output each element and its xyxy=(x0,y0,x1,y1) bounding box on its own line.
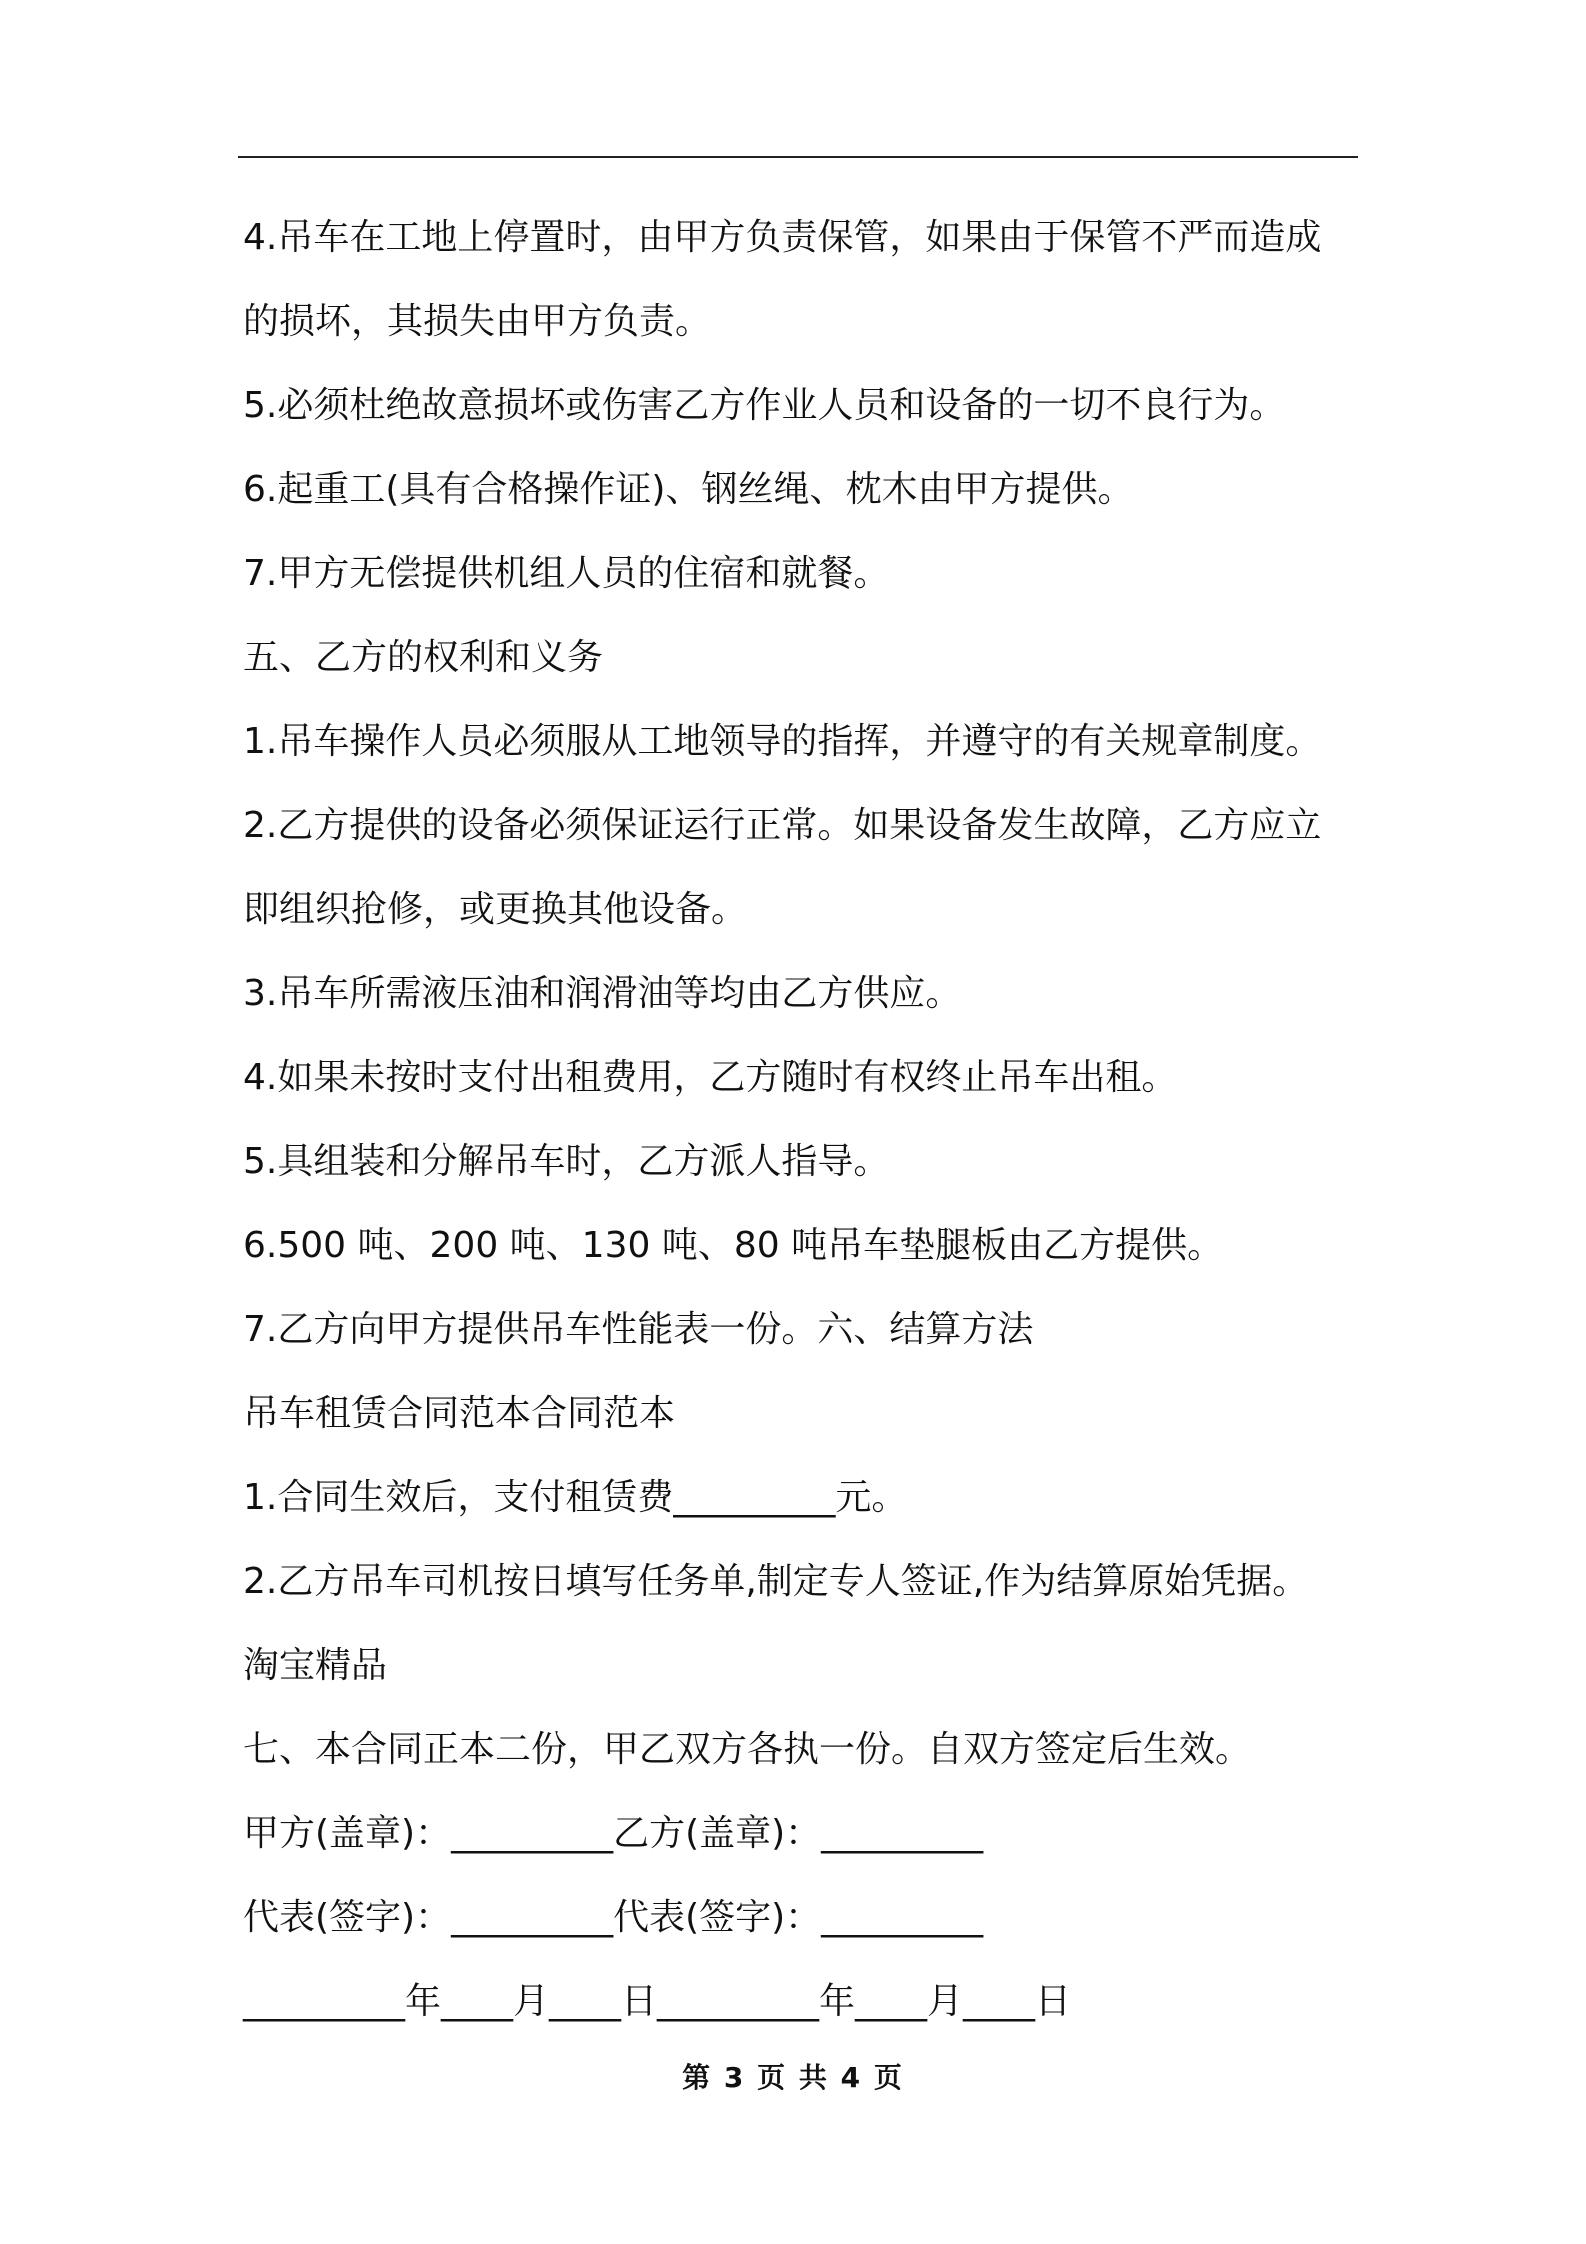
signature-line: 代表(签字)：_________代表(签字)：_________ xyxy=(243,1897,984,1938)
clause-b3: 3.吊车所需液压油和润滑油等均由乙方供应。 xyxy=(243,973,962,1014)
clause-b7: 7.乙方向甲方提供吊车性能表一份。六、结算方法 xyxy=(243,1309,1034,1350)
page-number: 第 3 页 共 4 页 xyxy=(682,2061,904,2094)
clause-a4-line2: 的损坏，其损失由甲方负责。 xyxy=(243,301,712,342)
clause-b1: 1.吊车操作人员必须服从工地领导的指挥，并遵守的有关规章制度。 xyxy=(243,721,1322,762)
template-title-line: 吊车租赁合同范本合同范本 xyxy=(243,1393,676,1434)
clause-b2-line2: 即组织抢修，或更换其他设备。 xyxy=(243,889,748,930)
clause-a6: 6.起重工(具有合格操作证)、钢丝绳、枕木由甲方提供。 xyxy=(243,469,1134,510)
clause-b2-line1: 2.乙方提供的设备必须保证运行正常。如果设备发生故障，乙方应立 xyxy=(243,805,1322,846)
settlement-clause-1: 1.合同生效后，支付租赁费_________元。 xyxy=(243,1477,908,1518)
clause-a4-line1: 4.吊车在工地上停置时，由甲方负责保管，如果由于保管不严而造成 xyxy=(243,217,1322,258)
section-heading-seven: 七、本合同正本二份，甲乙双方各执一份。自双方签定后生效。 xyxy=(243,1729,1252,1770)
header-rule xyxy=(238,156,1358,158)
document-body xyxy=(243,196,1373,2044)
watermark-line: 淘宝精品 xyxy=(243,1645,388,1686)
settlement-clause-2: 2.乙方吊车司机按日填写任务单,制定专人签证,作为结算原始凭据。 xyxy=(243,1561,1309,1602)
seal-line: 甲方(盖章)：_________乙方(盖章)：_________ xyxy=(243,1813,984,1854)
clause-b5: 5.具组装和分解吊车时，乙方派人指导。 xyxy=(243,1141,890,1182)
section-heading-five: 五、乙方的权利和义务 xyxy=(243,637,604,678)
date-line: _________年____月____日_________年____月____日 xyxy=(243,1981,1071,2022)
clause-b6: 6.500 吨、200 吨、130 吨、80 吨吊车垫腿板由乙方提供。 xyxy=(243,1225,1224,1266)
clause-b4: 4.如果未按时支付出租费用，乙方随时有权终止吊车出租。 xyxy=(243,1057,1178,1098)
clause-a7: 7.甲方无偿提供机组人员的住宿和就餐。 xyxy=(243,553,890,594)
clause-a5: 5.必须杜绝故意损坏或伤害乙方作业人员和设备的一切不良行为。 xyxy=(243,385,1286,426)
